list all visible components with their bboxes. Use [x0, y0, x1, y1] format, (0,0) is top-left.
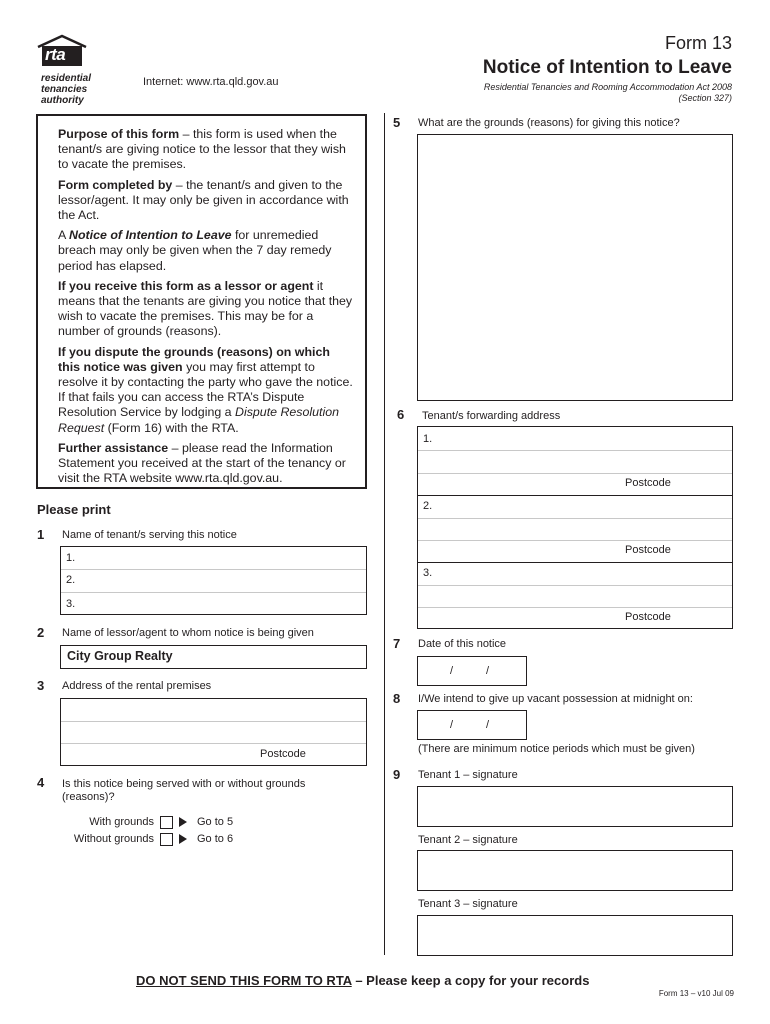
tenant-names-field[interactable]: [60, 546, 367, 615]
breach-paragraph: A Notice of Intention to Leave for unremedied breach may only be given when the 7 day remedy period has elapsed.: [58, 228, 332, 273]
forwarding-entry-2: 2.: [423, 500, 433, 512]
form-number: Form 13: [664, 33, 732, 53]
q5-number: 5: [393, 115, 401, 130]
date-separator: /: [486, 719, 490, 731]
tenant1-signature-label: Tenant 1 – signature: [418, 769, 518, 781]
rta-logo: [36, 34, 96, 106]
act-reference: Residential Tenancies and Rooming Accommodation Act 2008: [483, 82, 732, 92]
q5-label: What are the grounds (reasons) for giving this notice?: [418, 117, 680, 129]
assistance-paragraph: Further assistance – please read the Information Statement you received at the start of the tenancy or visit the RTA website www.rta.qld.gov.au.: [58, 440, 346, 486]
tenant-name-row-3[interactable]: 3.: [66, 598, 76, 610]
q1-number: 1: [37, 527, 45, 542]
q8-number: 8: [393, 691, 401, 706]
forwarding-postcode-2: Postcode: [625, 544, 671, 556]
internet-address: Internet: www.rta.qld.gov.au: [143, 76, 279, 88]
q8-label: I/We intend to give up vacant possession at midnight on:: [418, 693, 693, 705]
tenant-name-row-1[interactable]: 1.: [66, 552, 76, 564]
tenant-name-row-2[interactable]: 2.: [66, 574, 76, 586]
purpose-info-box: [36, 114, 367, 489]
tenant3-signature-field[interactable]: [417, 915, 733, 956]
q2-label: Name of lessor/agent to whom notice is being given: [62, 627, 314, 639]
without-grounds-checkbox[interactable]: [160, 833, 173, 846]
section-reference: (Section 327): [678, 93, 732, 103]
without-grounds-label: Without grounds: [73, 833, 154, 845]
forwarding-postcode-3: Postcode: [625, 611, 671, 623]
tenant1-signature-field[interactable]: [417, 786, 733, 827]
q4-number: 4: [37, 775, 45, 790]
without-grounds-goto: Go to 6: [197, 833, 234, 845]
completed-by-paragraph: Form completed by – the tenant/s and given to the lessor/agent. It may only be given in accordance with the Act.: [58, 177, 349, 223]
forwarding-entry-1: 1.: [423, 433, 433, 445]
tenant3-signature-label: Tenant 3 – signature: [418, 898, 518, 910]
q3-number: 3: [37, 678, 45, 693]
tenant2-signature-field[interactable]: [417, 850, 733, 891]
rental-postcode-label: Postcode: [260, 748, 306, 760]
vacate-date-field[interactable]: [417, 710, 527, 740]
q4-label-line1: Is this notice being served with or without grounds: [62, 778, 306, 790]
lessor-agent-value: City Group Realty: [67, 649, 173, 663]
tenant2-signature-label: Tenant 2 – signature: [418, 834, 518, 846]
date-separator: /: [450, 719, 454, 731]
date-separator: /: [486, 665, 490, 677]
with-grounds-label: With grounds: [89, 816, 154, 828]
please-print-heading: Please print: [37, 502, 111, 517]
forwarding-address-field[interactable]: [417, 426, 733, 629]
q6-number: 6: [397, 407, 405, 422]
q3-label: Address of the rental premises: [62, 680, 212, 692]
date-separator: /: [450, 665, 454, 677]
arrow-right-icon: [179, 834, 187, 844]
q4-label-line2: (reasons)?: [62, 791, 115, 803]
with-grounds-checkbox[interactable]: [160, 816, 173, 829]
logo-line3: authority: [41, 95, 84, 106]
footer-warning: DO NOT SEND THIS FORM TO RTA – Please keep a copy for your records: [136, 973, 590, 988]
logo-mark: rta: [45, 45, 66, 64]
grounds-textarea[interactable]: [417, 134, 733, 401]
q6-label: Tenant/s forwarding address: [422, 410, 561, 422]
q7-label: Date of this notice: [418, 638, 507, 650]
rental-address-field[interactable]: [60, 698, 367, 766]
logo-line2: tenancies: [41, 84, 88, 95]
column-divider: [384, 113, 385, 955]
q1-label: Name of tenant/s serving this notice: [62, 529, 237, 541]
with-grounds-goto: Go to 5: [197, 816, 234, 828]
forwarding-entry-3: 3.: [423, 567, 433, 579]
dispute-paragraph: If you dispute the grounds (reasons) on which this notice was given you may first attempt to resolve it by contacting the party who gave the notice. If that fails you can access the RTA’s Dispute Resolution Service by lodging a Dispute Resolution Request (Form 16) with the RTA.: [58, 344, 353, 435]
page-title: Notice of Intention to Leave: [482, 57, 732, 78]
notice-period-note: (There are minimum notice periods which must be given): [418, 743, 695, 755]
arrow-right-icon: [179, 817, 187, 827]
purpose-paragraph: Purpose of this form – this form is used when the tenant/s are giving notice to the lessor that they wish to vacate the premises.: [58, 127, 346, 172]
form-version: Form 13 – v10 Jul 09: [658, 989, 734, 998]
forwarding-postcode-1: Postcode: [625, 477, 671, 489]
q2-number: 2: [37, 625, 45, 640]
lessor-paragraph: If you receive this form as a lessor or agent it means that the tenants are giving you notice that they wish to vacate the premises. This may be for a number of grounds (reasons).: [58, 278, 353, 339]
notice-date-field[interactable]: [417, 656, 527, 686]
q7-number: 7: [393, 636, 401, 651]
logo-line1: residential: [41, 73, 92, 84]
lessor-agent-field[interactable]: [60, 645, 367, 669]
q9-number: 9: [393, 767, 401, 782]
